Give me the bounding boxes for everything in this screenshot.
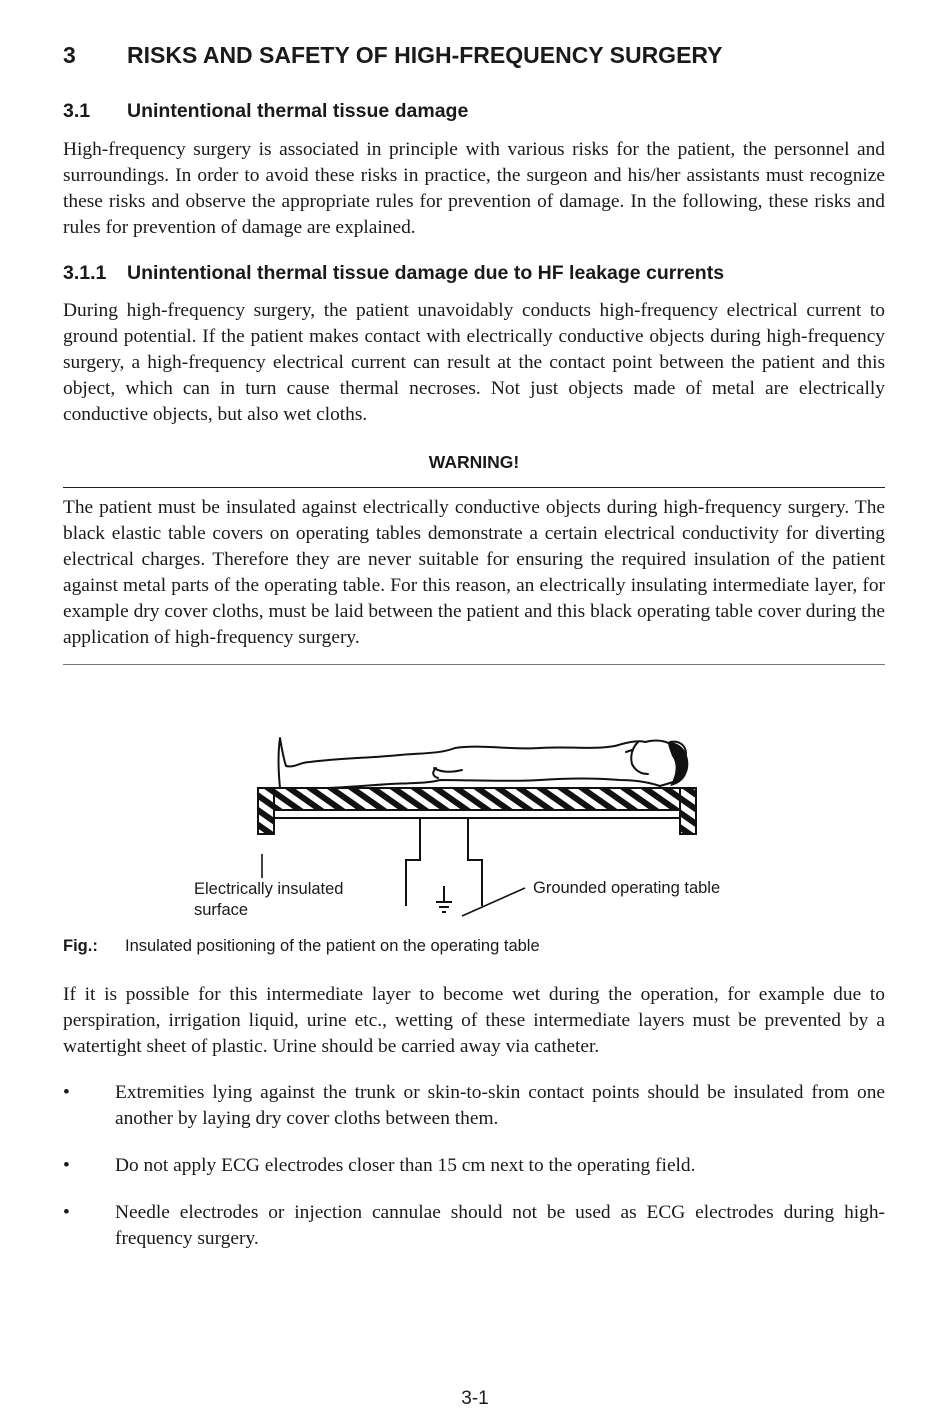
patient-figure bbox=[279, 738, 687, 789]
precaution-list bbox=[63, 1080, 885, 1273]
bullet-icon: • bbox=[63, 1202, 70, 1223]
table-cover-right-end bbox=[680, 788, 696, 834]
section-heading bbox=[63, 100, 468, 123]
chapter-number: 3 bbox=[63, 42, 76, 68]
bullet-icon: • bbox=[63, 1082, 70, 1103]
warning-bottom-rule bbox=[63, 664, 885, 665]
warning-top-rule bbox=[63, 487, 885, 488]
chapter-title: RISKS AND SAFETY OF HIGH-FREQUENCY SURGERY bbox=[127, 42, 723, 68]
after-figure-paragraph: If it is possible for this intermediate layer to become wet during the operation, for example due to perspiration, irrigation liquid, urine etc., wetting of these intermediate layers must be prevented by a watertight sheet of plastic. Urine should be carried away via catheter. bbox=[63, 984, 885, 1057]
chapter-heading bbox=[63, 42, 903, 69]
list-item bbox=[63, 1153, 885, 1179]
figure-caption bbox=[63, 937, 540, 956]
subsection-number: 3.1.1 bbox=[63, 262, 107, 284]
table-cover-hatched bbox=[258, 788, 696, 810]
page-number: 3-1 bbox=[461, 1388, 489, 1409]
section-intro-paragraph: High-frequency surgery is associated in principle with various risks for the patient, the personnel and surroundings. In order to avoid these risks in practice, the surgeon and his/her assistants must recognize these risks and observe the appropriate rules for prevention of damage. In the following, these risks and rules for prevention of damage are explained. bbox=[63, 139, 885, 238]
ground-symbol bbox=[436, 886, 452, 912]
table-frame bbox=[274, 810, 680, 818]
table-cover-left-end bbox=[258, 788, 274, 834]
subsection-title: Unintentional thermal tissue damage due to HF leakage currents bbox=[127, 262, 725, 284]
list-item-text: Extremities lying against the trunk or skin-to-skin contact points should be insulated from one another by laying dry cover cloths between them. bbox=[115, 1082, 885, 1129]
section-title: Unintentional thermal tissue damage bbox=[127, 100, 469, 122]
figure-caption-prefix: Fig.: bbox=[63, 937, 98, 955]
bullet-icon: • bbox=[63, 1155, 70, 1176]
list-item bbox=[63, 1200, 885, 1252]
subsection-heading bbox=[63, 262, 724, 285]
list-item bbox=[63, 1080, 885, 1132]
subsection-body-paragraph: During high-frequency surgery, the patient unavoidably conducts high-frequency electrical current to ground potential. If the patient makes contact with electrically conductive objects during high-frequency surgery, a high-frequency electrical current can result at the contact point between the patient and this object, which can in turn cause thermal necroses. Not just objects made of metal are electrically conductive objects, but also wet cloths. bbox=[63, 300, 885, 425]
list-item-text: Do not apply ECG electrodes closer than 15 cm next to the operating field. bbox=[115, 1155, 696, 1176]
figure-caption-text: Insulated positioning of the patient on the operating table bbox=[125, 937, 540, 955]
section-number: 3.1 bbox=[63, 100, 91, 122]
figure-label-insulated-surface: Electrically insulated surface bbox=[194, 880, 344, 919]
warning-title: WARNING! bbox=[428, 452, 520, 472]
figure-label-grounded-table: Grounded operating table bbox=[533, 879, 721, 897]
warning-text: The patient must be insulated against electrically conductive objects during high-frequency surgery. The black elastic table covers on operating tables demonstrate a certain electrical conductivity for diverting electrical charges. Therefore they are never suitable for ensuring the required insulation of the patient against metal parts of the operating table. For this reason, an electrically insulating intermediate layer, for example dry cover cloths, must be laid between the patient and this black operating table cover during the application of high-frequency surgery. bbox=[63, 497, 885, 648]
list-item-text: Needle electrodes or injection cannulae should not be used as ECG electrodes during high-frequency surgery. bbox=[115, 1202, 885, 1249]
